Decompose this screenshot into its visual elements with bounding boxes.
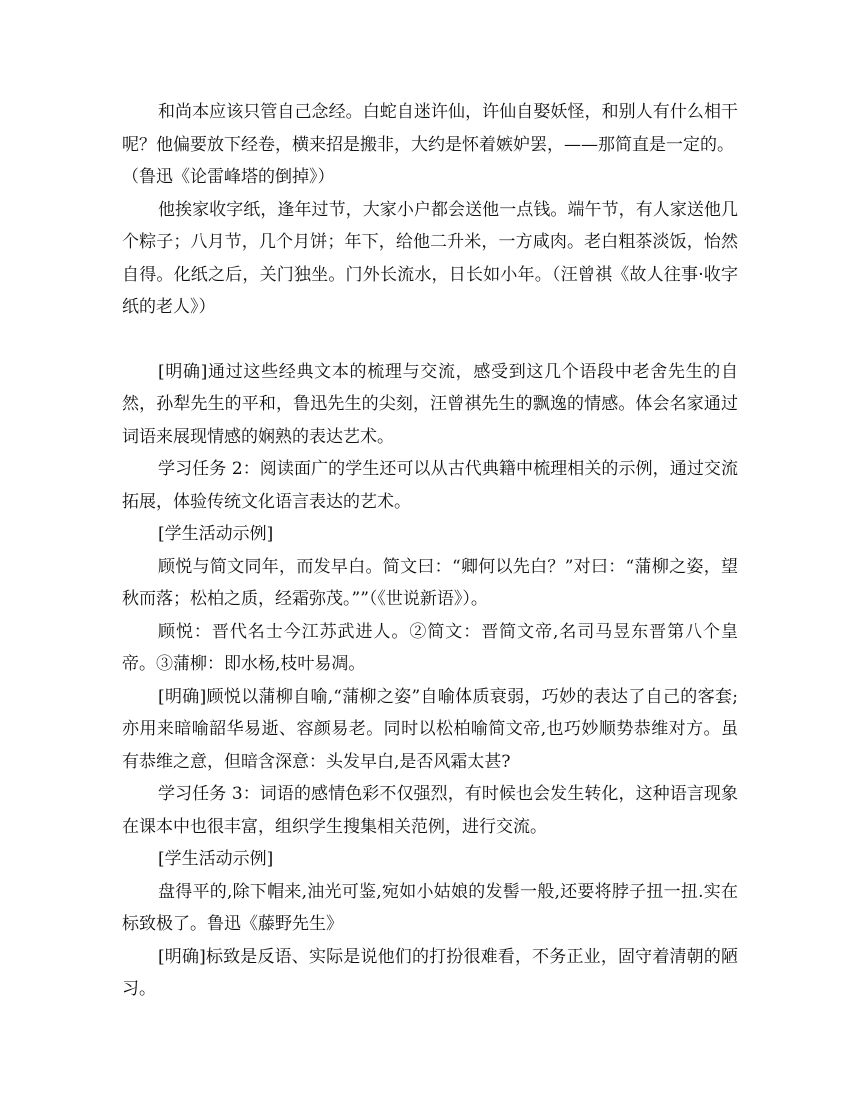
paragraph-task-2: 学习任务 2：阅读面广的学生还可以从古代典籍中梳理相关的示例，通过交流拓展，体验传统文化语言表达的艺术。 bbox=[122, 459, 738, 512]
paragraph-citation-leifeng: （鲁迅《论雷峰塔的倒掉》） bbox=[122, 167, 335, 187]
paragraph-wang-zengqi: 他挨家收字纸，逢年过节，大家小户都会送他一点钱。端午节，有人家送他几个粽子；八月节，几个月饼；年下，给他二升米，一方咸肉。老白粗茶淡饭，怡然自得。化纸之后，关门独坐。门外长流水，日长如小年。（汪曾祺《故人往事·收字纸的老人》） bbox=[122, 199, 738, 317]
paragraph-tengye: 盘得平的,除下帽来,油光可鉴,宛如小姑娘的发髻一般,还要将脖子扭一扭.实在标致极了。鲁迅《藤野先生》 bbox=[122, 881, 738, 934]
paragraph-annotations: 顾悦：晋代名士今江苏武进人。②简文：晋简文帝,名司马昱东晋第八个皇帝。③蒲柳：即水杨,枝叶易凋。 bbox=[122, 621, 738, 674]
paragraph-clarification-2: [明确]顾悦以蒲柳自喻,“蒲柳之姿”自喻体质衰弱，巧妙的表达了自己的客套;亦用来暗喻韶华易逝、容颜易老。同时以松柏喻简文帝,也巧妙顺势恭维对方。虽有恭维之意，但暗含深意：头发早白,是否风霜太甚? bbox=[122, 686, 738, 772]
paragraph-task-3: 学习任务 3：词语的感情色彩不仅强烈，有时候也会发生转化，这种语言现象在课本中也很丰富，组织学生搜集相关范例，进行交流。 bbox=[122, 784, 738, 837]
paragraph-activity-label-2: [学生活动示例] bbox=[158, 849, 274, 869]
document-body bbox=[122, 96, 738, 1006]
paragraph-shishuo-xinyu: 顾悦与简文同年，而发早白。简文曰：“卿何以先白？”对曰：“蒲柳之姿，望秋而落；松柏之质，经霜弥茂。””（《世说新语》）。 bbox=[122, 556, 738, 609]
paragraph-clarification-1: [明确]通过这些经典文本的梳理与交流，感受到这几个语段中老舍先生的自然，孙犁先生的平和，鲁迅先生的尖刻，汪曾祺先生的飘逸的情感。体会名家通过词语来展现情感的娴熟的表达艺术。 bbox=[122, 361, 738, 447]
paragraph-lu-xun-leifeng: 和尚本应该只管自己念经。白蛇自迷许仙，许仙自娶妖怪，和别人有什么相干呢？他偏要放下经卷，横来招是搬非，大约是怀着嫉妒罢，——那简直是一定的。 bbox=[122, 102, 738, 155]
paragraph-gap bbox=[122, 324, 738, 356]
paragraph-activity-label-1: [学生活动示例] bbox=[158, 524, 274, 544]
paragraph-clarification-3: [明确]标致是反语、实际是说他们的打扮很难看，不务正业，固守着清朝的陋习。 bbox=[122, 946, 738, 999]
